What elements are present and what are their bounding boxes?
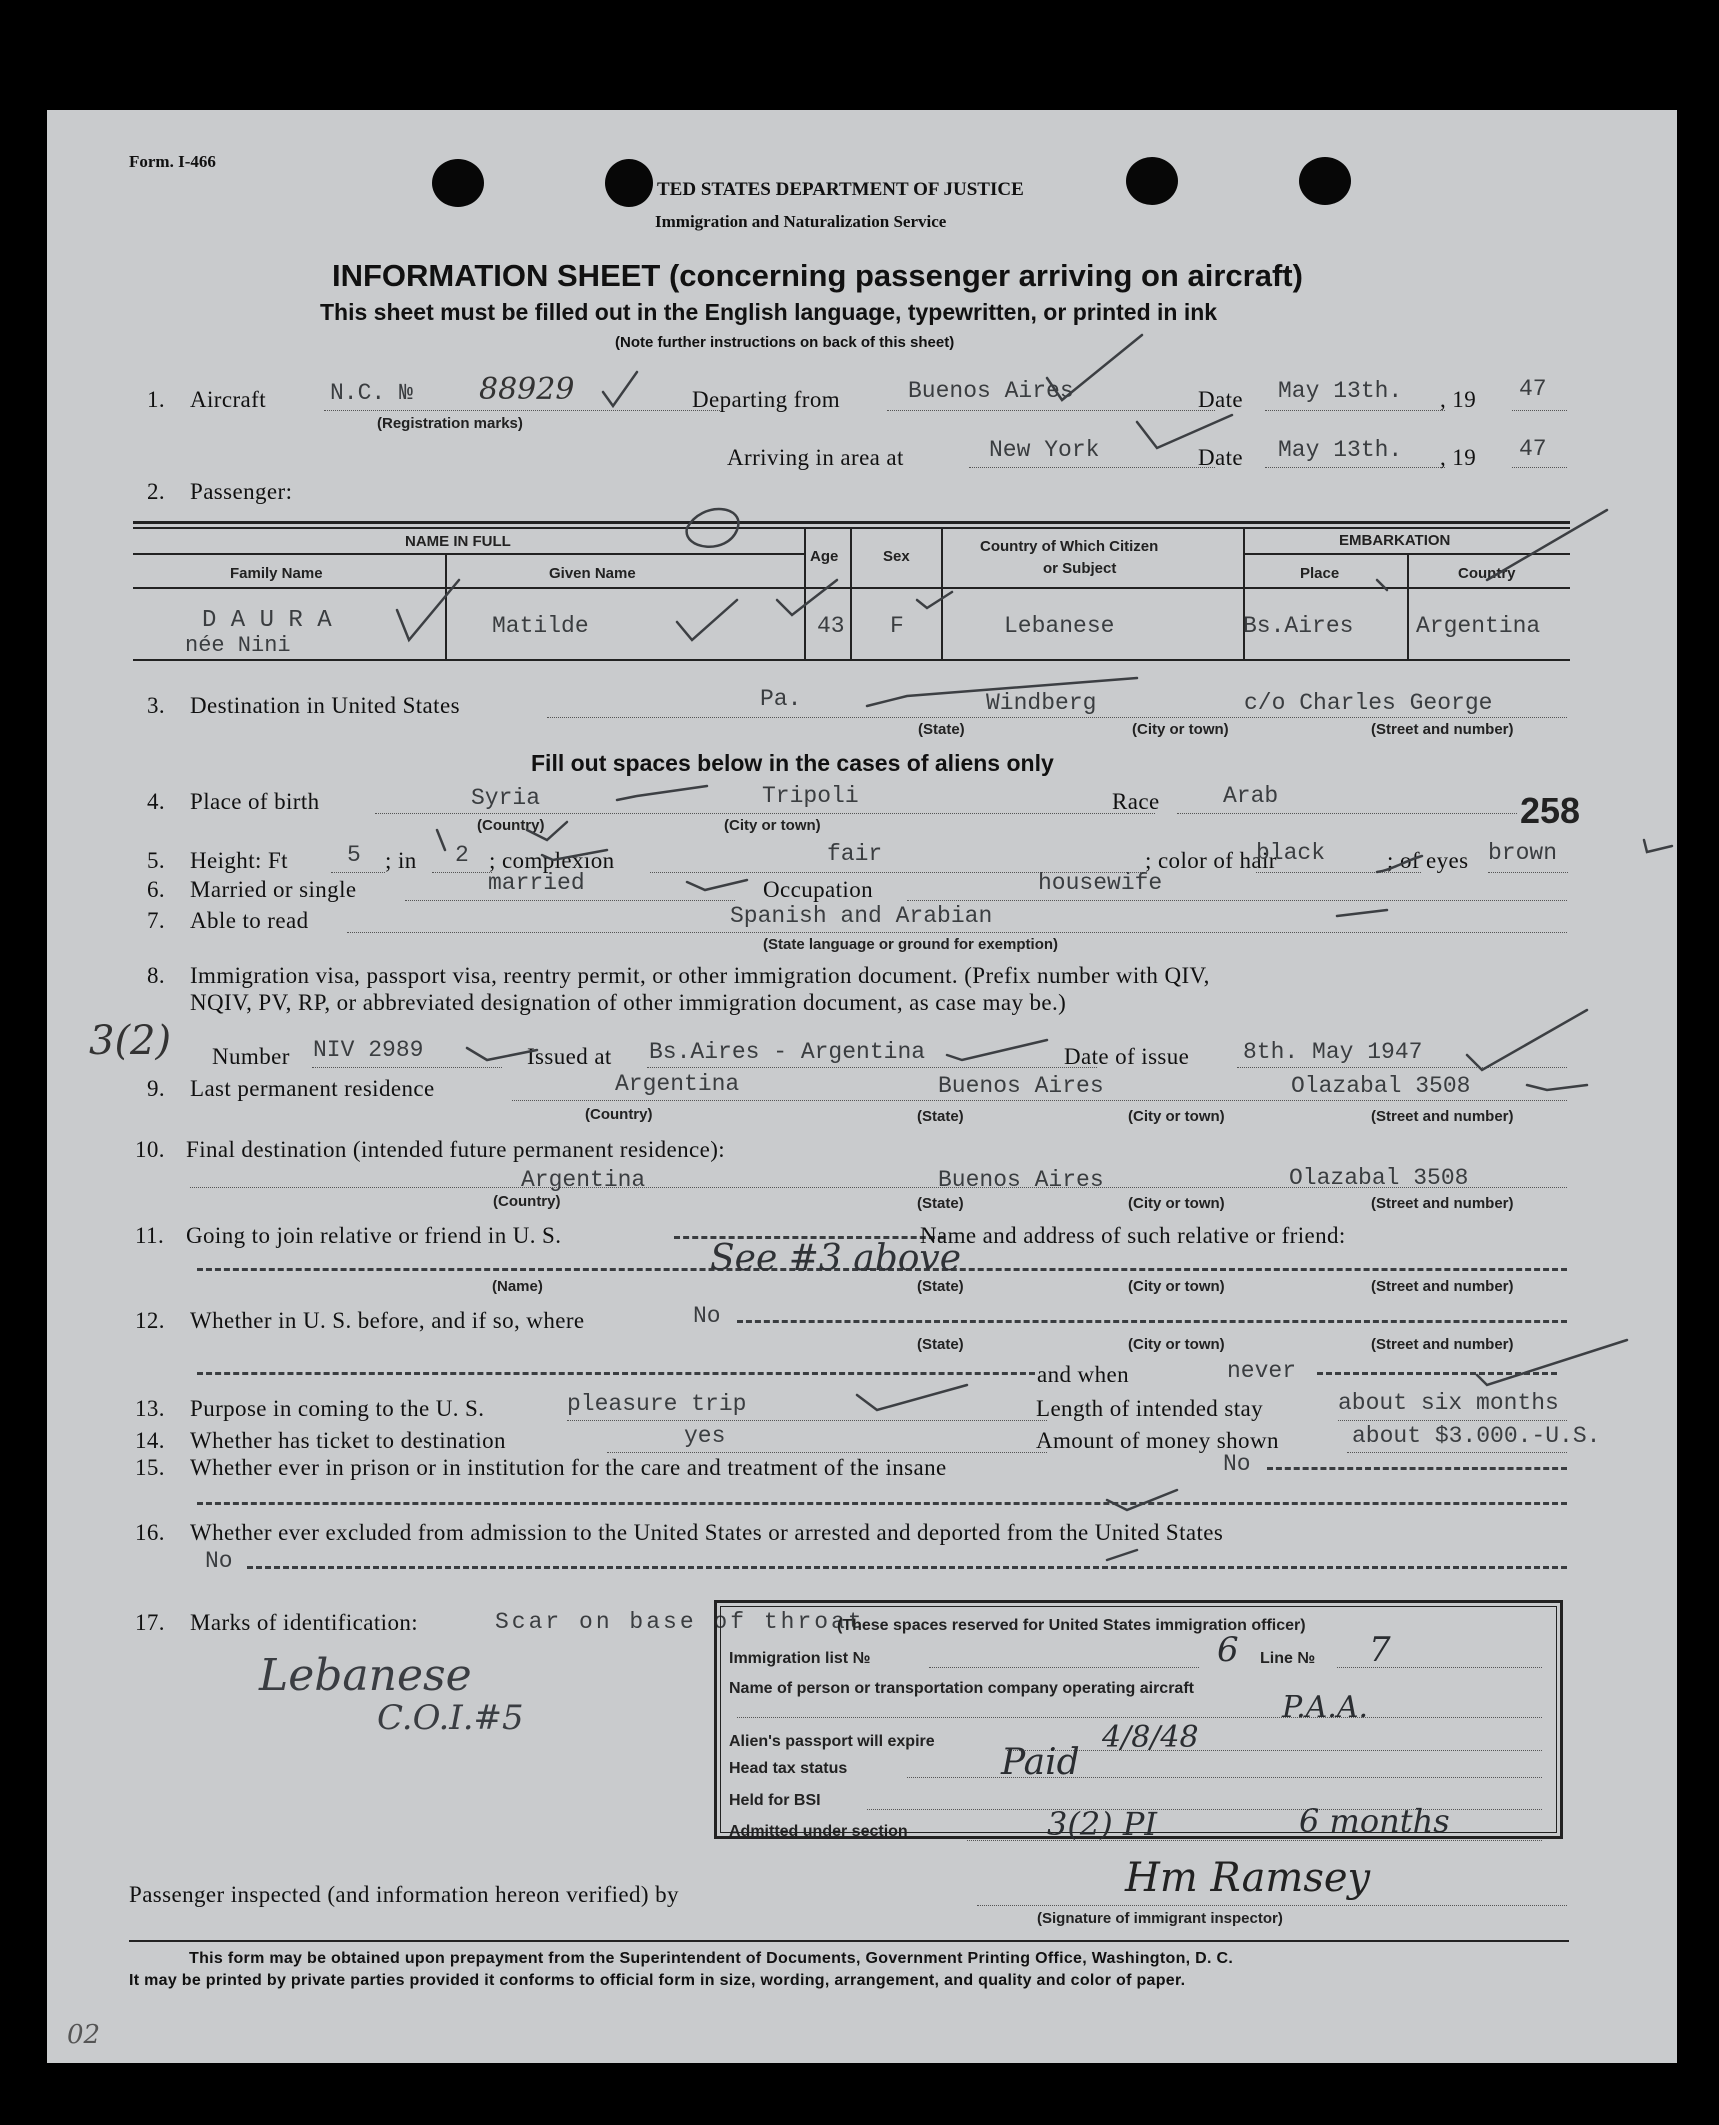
check-mark-prison	[1107, 1490, 1177, 1510]
issued-label: Issued at	[527, 1044, 612, 1069]
see-above-note: See #3 above	[710, 1238, 962, 1279]
caption-state: (State)	[917, 1195, 964, 1212]
check-mark-aircraft	[603, 372, 637, 406]
check-mark-sex	[917, 592, 952, 608]
header-age: Age	[810, 548, 839, 565]
join-relative-label: Going to join relative or friend in U. S.	[186, 1223, 562, 1248]
passenger-label: Passenger:	[190, 479, 293, 504]
last-residence-country: Argentina	[615, 1071, 740, 1097]
caption-city: (City or town)	[1128, 1195, 1225, 1212]
visa-number-label: Number	[212, 1044, 290, 1069]
signature-caption: (Signature of immigrant inspector)	[1037, 1910, 1283, 1927]
tax-label: Head tax status	[729, 1760, 848, 1777]
tax-value: Paid	[1001, 1742, 1080, 1783]
birth-country: Syria	[471, 785, 541, 811]
given-name: Matilde	[492, 613, 589, 639]
section-note: 6 months	[1299, 1802, 1450, 1840]
embark-place: Bs.Aires	[1243, 613, 1354, 639]
form-title: INFORMATION SHEET (concerning passenger arriving on aircraft)	[332, 258, 1303, 293]
ticket-label: Whether has ticket to destination	[190, 1428, 506, 1453]
footer-line-1: This form may be obtained upon prepayment from the Superintendent of Documents, Government Printing Office, Washington, D. C.	[189, 1950, 1234, 1967]
destination-label: Destination in United States	[190, 693, 460, 718]
departing-value: Buenos Aires	[908, 378, 1074, 404]
item-number: 16.	[135, 1520, 165, 1545]
company-value: P.A.A.	[1282, 1690, 1369, 1725]
caption-country: (Country)	[493, 1193, 561, 1210]
check-mark-height	[437, 830, 445, 850]
passport-expiry: 4/8/48	[1102, 1720, 1199, 1755]
maiden-name: née Nini	[185, 633, 291, 658]
ticket-value: yes	[684, 1423, 726, 1449]
document-text-2: NQIV, PV, RP, or abbreviated designation of other immigration document, as case may be.)	[190, 990, 1067, 1015]
depart-date: May 13th.	[1278, 378, 1403, 404]
check-mark-state	[867, 678, 1137, 706]
family-name: D A U R A	[202, 607, 332, 634]
item-number: 15.	[135, 1455, 165, 1480]
handwritten-coi: C.O.I.#5	[377, 1698, 524, 1738]
item-number: 12.	[135, 1308, 165, 1333]
hair-value: black	[1256, 840, 1326, 866]
item-number: 3.	[147, 693, 166, 718]
caption-city: (City or town)	[1128, 1336, 1225, 1353]
item-number: 9.	[147, 1076, 166, 1101]
item-number: 14.	[135, 1428, 165, 1453]
complexion-value: fair	[827, 841, 883, 867]
caption-city: (City or town)	[724, 817, 821, 834]
aircraft-prefix: N.C. №	[330, 380, 413, 406]
destination-state: Pa.	[760, 686, 802, 712]
section-label: Admitted under section	[729, 1823, 908, 1840]
eyes-label: ; of eyes	[1387, 848, 1469, 873]
bsi-label: Held for BSI	[729, 1792, 821, 1809]
check-mark-family	[397, 580, 459, 640]
list-label: Immigration list №	[729, 1650, 871, 1667]
depart-date-label: Date	[1198, 387, 1244, 412]
final-destination-label: Final destination (intended future permanent residence):	[186, 1137, 726, 1162]
check-mark-departing	[1047, 335, 1142, 400]
eyes-value: brown	[1488, 840, 1558, 866]
header-citizenship: Country of Which Citizen	[980, 538, 1159, 555]
last-residence-street: Olazabal 3508	[1291, 1073, 1471, 1099]
aircraft-registration: 88929	[479, 372, 575, 407]
header-country: Country	[1458, 565, 1516, 582]
form-note: (Note further instructions on back of this sheet)	[615, 334, 955, 351]
occupation-label: Occupation	[763, 877, 874, 902]
header-given-name: Given Name	[549, 565, 636, 582]
check-mark-issued	[947, 1040, 1047, 1060]
visa-number: NIV 2989	[313, 1037, 424, 1063]
inspected-label: Passenger inspected (and information hereon verified) by	[129, 1882, 679, 1907]
inches-label: ; in	[385, 848, 417, 873]
when-value: never	[1227, 1358, 1297, 1384]
aircraft-label: Aircraft	[190, 387, 266, 412]
item-number: 8.	[147, 963, 166, 988]
check-mark-occupation	[687, 880, 747, 890]
header-name-in-full: NAME IN FULL	[405, 533, 511, 550]
caption-street: (Street and number)	[1371, 1278, 1514, 1295]
destination-city: Windberg	[986, 690, 1097, 716]
height-feet: 5	[347, 842, 361, 868]
caption-street: (Street and number)	[1371, 1336, 1514, 1353]
caption-name: (Name)	[492, 1278, 543, 1295]
final-street: Olazabal 3508	[1289, 1165, 1469, 1191]
document-text-1: Immigration visa, passport visa, reentry permit, or other immigration document. (Prefix number with QIV,	[190, 963, 1210, 988]
check-mark-visa	[467, 1048, 537, 1060]
item-number: 11.	[135, 1223, 165, 1248]
departing-label: Departing from	[692, 387, 841, 412]
marital-label: Married or single	[190, 877, 357, 902]
footer-line-2: It may be printed by private parties provided it conforms to official form in size, wording, arrangement, and quality and color of paper.	[129, 1972, 1186, 1989]
issue-date-label: Date of issue	[1064, 1044, 1190, 1069]
item-number: 10.	[135, 1137, 165, 1162]
list-number: 6	[1217, 1630, 1239, 1670]
money-value: about $3.000.-U.S.	[1352, 1423, 1601, 1449]
stay-length-value: about six months	[1338, 1390, 1559, 1416]
line-label: Line №	[1260, 1650, 1316, 1667]
check-mark-eyes	[1644, 840, 1672, 852]
item-number: 13.	[135, 1396, 165, 1421]
birthplace-label: Place of birth	[190, 789, 320, 814]
height-inches: 2	[455, 842, 469, 868]
prison-label: Whether ever in prison or in institution for the care and treatment of the insane	[190, 1455, 947, 1480]
caption-state: (State)	[917, 1336, 964, 1353]
check-mark-purpose	[857, 1385, 967, 1410]
check-mark-country	[527, 822, 567, 840]
complexion-label: ; complexion	[489, 848, 615, 873]
identification-label: Marks of identification:	[190, 1610, 419, 1635]
sex-value: F	[890, 613, 904, 639]
citizen-value: Lebanese	[1004, 613, 1115, 639]
department-name: TED STATES DEPARTMENT OF JUSTICE	[657, 179, 1024, 200]
circle-mark	[687, 509, 739, 547]
item-number: 6.	[147, 877, 166, 902]
stamp-number: 258	[1520, 790, 1581, 831]
hair-label: ; color of hair	[1145, 848, 1277, 873]
header-place: Place	[1300, 565, 1340, 582]
excluded-value: No	[205, 1548, 233, 1574]
last-residence-label: Last permanent residence	[190, 1076, 435, 1101]
registration-caption: (Registration marks)	[377, 415, 523, 432]
last-residence-state: Buenos Aires	[938, 1073, 1104, 1099]
issue-date: 8th. May 1947	[1243, 1039, 1423, 1065]
occupation-value: housewife	[1038, 870, 1163, 896]
check-mark-place	[1377, 580, 1387, 590]
margin-note: 3(2)	[89, 1018, 172, 1064]
check-mark-residence	[1527, 1085, 1587, 1090]
corner-mark: 02	[67, 2020, 101, 2050]
aliens-heading: Fill out spaces below in the cases of aliens only	[531, 750, 1054, 776]
item-number: 4.	[147, 789, 166, 814]
officer-heading: (These spaces reserved for United States immigration officer)	[837, 1617, 1306, 1634]
money-label: Amount of money shown	[1036, 1428, 1279, 1453]
header-citizenship-2: or Subject	[1043, 560, 1117, 577]
caption-city: (City or town)	[1132, 721, 1229, 738]
previous-visit-label: Whether in U. S. before, and if so, where	[190, 1308, 585, 1333]
check-mark-inches	[542, 850, 607, 860]
check-mark-given	[677, 600, 737, 640]
read-label: Able to read	[190, 908, 309, 933]
header-embarkation: EMBARKATION	[1339, 532, 1451, 549]
check-mark-embarkation	[1487, 510, 1607, 580]
excluded-label: Whether ever excluded from admission to the United States or arrested and deported from the United States	[190, 1520, 1224, 1545]
race-value: Arab	[1223, 783, 1279, 809]
caption-city: (City or town)	[1128, 1108, 1225, 1125]
check-mark-age	[777, 580, 837, 615]
item-number: 7.	[147, 908, 166, 933]
arriving-label: Arriving in area at	[727, 445, 904, 470]
item-number: 1.	[147, 387, 166, 412]
caption-state: (State)	[918, 721, 965, 738]
form-number: Form. I-466	[129, 152, 216, 171]
item-number: 2.	[147, 479, 166, 504]
passport-label: Alien's passport will expire	[729, 1733, 935, 1750]
form-page	[47, 110, 1677, 2063]
check-mark-birthplace	[617, 786, 707, 800]
purpose-label: Purpose in coming to the U. S.	[190, 1396, 485, 1421]
section-value: 3(2) PI	[1047, 1805, 1158, 1843]
when-label: and when	[1037, 1362, 1129, 1387]
check-mark-arriving	[1137, 415, 1232, 448]
check-marks	[47, 110, 1677, 2063]
arrive-date: May 13th.	[1278, 437, 1403, 463]
final-country: Argentina	[521, 1167, 646, 1193]
age-value: 43	[817, 613, 845, 639]
identification-value: Scar on base of throat	[495, 1609, 865, 1635]
header-sex: Sex	[883, 548, 910, 565]
service-name: Immigration and Naturalization Service	[655, 212, 947, 231]
depart-year: 47	[1519, 376, 1547, 402]
arrive-year: 47	[1519, 436, 1547, 462]
caption-country: (Country)	[585, 1106, 653, 1123]
caption-street: (Street and number)	[1371, 1108, 1514, 1125]
destination-street: c/o Charles George	[1244, 690, 1493, 716]
read-value: Spanish and Arabian	[730, 903, 993, 929]
company-label: Name of person or transportation company operating aircraft	[729, 1680, 1194, 1697]
relative-address-label: Name and address of such relative or friend:	[920, 1223, 1346, 1248]
header-family-name: Family Name	[230, 565, 323, 582]
height-label: Height: Ft	[190, 848, 288, 873]
inspector-signature: Hm Ramsey	[1125, 1855, 1371, 1901]
caption-city: (City or town)	[1128, 1278, 1225, 1295]
stay-length-label: Length of intended stay	[1036, 1396, 1264, 1421]
form-instruction: This sheet must be filled out in the English language, typewritten, or printed in ink	[320, 299, 1218, 325]
check-mark-when	[1477, 1340, 1627, 1385]
handwritten-nationality: Lebanese	[259, 1650, 472, 1701]
caption-country: (Country)	[477, 817, 545, 834]
previous-visit-value: No	[693, 1303, 721, 1329]
item-number: 17.	[135, 1610, 165, 1635]
race-label: Race	[1112, 789, 1160, 814]
year-prefix: , 19	[1440, 387, 1477, 412]
marital-value: married	[488, 870, 585, 896]
final-state: Buenos Aires	[938, 1167, 1104, 1193]
birth-city: Tripoli	[762, 783, 859, 809]
arriving-value: New York	[989, 437, 1100, 463]
check-mark-excluded	[1107, 1550, 1137, 1560]
caption-state: (State)	[917, 1108, 964, 1125]
line-number: 7	[1369, 1630, 1391, 1670]
year-prefix: , 19	[1440, 445, 1477, 470]
caption-state: (State)	[917, 1278, 964, 1295]
read-caption: (State language or ground for exemption)	[763, 936, 1059, 953]
check-mark-read	[1337, 910, 1387, 916]
caption-street: (Street and number)	[1371, 1195, 1514, 1212]
arrive-date-label: Date	[1198, 445, 1244, 470]
check-mark-issue-date	[1467, 1010, 1587, 1070]
purpose-value: pleasure trip	[567, 1391, 747, 1417]
caption-street: (Street and number)	[1371, 721, 1514, 738]
check-mark-complexion	[1377, 856, 1422, 872]
item-number: 5.	[147, 848, 166, 873]
embark-country: Argentina	[1416, 613, 1541, 639]
prison-value: No	[1223, 1451, 1251, 1477]
issued-value: Bs.Aires - Argentina	[649, 1039, 926, 1065]
